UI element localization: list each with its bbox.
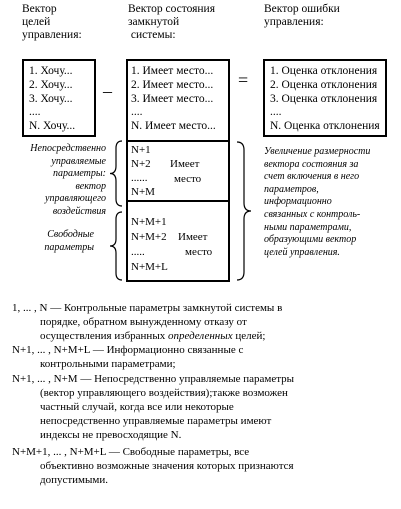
goals-item: 1. Хочу... bbox=[29, 65, 73, 77]
legend-emphasis: определенных bbox=[167, 330, 233, 342]
error-item: 2. Оценка отклонения bbox=[270, 78, 378, 91]
goals-item: N. Хочу... bbox=[29, 120, 76, 133]
legend-line: (вектор управляющего воздействия);также возможен bbox=[40, 387, 288, 399]
section-index: N+M+2 bbox=[131, 231, 167, 243]
legend-text: целей; bbox=[232, 330, 266, 342]
section-index: N+M+1 bbox=[131, 216, 167, 228]
legend-line: порядке, обратном вынужденному отказу от bbox=[40, 316, 247, 328]
state-vector-column bbox=[126, 59, 230, 282]
right-brace-extension bbox=[235, 141, 253, 281]
error-vector-box bbox=[263, 59, 387, 137]
section-index: N+M bbox=[131, 186, 155, 198]
goals-item: 3. Хочу... bbox=[29, 92, 73, 105]
legend-line: контрольными параметрами; bbox=[40, 358, 176, 370]
legend-line: N+1, ... , N+M+L — Информационно связанные с bbox=[12, 344, 244, 356]
legend-line: частный случай, когда все или некоторые bbox=[40, 401, 234, 413]
section-index: ..... bbox=[131, 246, 145, 258]
state-item: .... bbox=[131, 106, 143, 119]
error-item: N. Оценка отклонения bbox=[270, 120, 380, 133]
state-item: 3. Имеет место... bbox=[131, 92, 214, 105]
state-item: 2. Имеет место... bbox=[131, 78, 214, 91]
goals-item: 2. Хочу... bbox=[29, 78, 73, 91]
error-item: 1. Оценка отклонения bbox=[270, 65, 378, 77]
state-item: 1. Имеет место... bbox=[131, 65, 214, 77]
section-value: Имеет bbox=[178, 231, 208, 243]
error-item: .... bbox=[270, 106, 282, 119]
section-value: Имеет bbox=[170, 158, 200, 170]
section-value: место bbox=[174, 173, 202, 185]
error-item: 3. Оценка отклонения bbox=[270, 92, 378, 105]
left-brace-free bbox=[108, 211, 124, 281]
goals-vector-header: Вектор целей управления: bbox=[22, 3, 82, 41]
state-vector-header: Вектор состояния замкнутой системы: bbox=[128, 3, 215, 41]
extension-description: Увеличение размерности вектора состояния за счет включения в него параметров, информационно связанных с контроль- ными параметрами, образующими вектор целей управления. bbox=[264, 146, 371, 258]
legend-line: N+1, ... , N+M — Непосредственно управляемые параметры bbox=[12, 373, 295, 385]
left-brace-direct bbox=[108, 140, 124, 207]
legend-text: осуществления избранных bbox=[40, 330, 168, 342]
error-vector-header: Вектор ошибки управления: bbox=[264, 3, 340, 28]
state-section-free bbox=[128, 202, 228, 280]
goals-vector-box bbox=[22, 59, 96, 137]
legend-line: N+M+1, ... , N+M+L — Свободные параметры, все bbox=[12, 446, 250, 458]
section-index: ...... bbox=[131, 172, 148, 184]
state-section-direct bbox=[128, 142, 228, 202]
minus-operator: – bbox=[103, 81, 112, 101]
state-item: N. Имеет место... bbox=[131, 120, 216, 133]
section-index: N+M+L bbox=[131, 261, 168, 273]
goals-item: .... bbox=[29, 106, 41, 119]
free-params-label: Свободные параметры bbox=[44, 229, 94, 253]
legend-line: допустимыми. bbox=[40, 474, 109, 486]
legend-line: непосредственно управляемые параметры имеют bbox=[40, 415, 272, 427]
legend-line: индексы не превосходящие N. bbox=[40, 429, 182, 441]
section-index: N+2 bbox=[131, 158, 151, 170]
section-index: N+1 bbox=[131, 144, 151, 156]
section-value: место bbox=[185, 246, 213, 258]
direct-params-label: Непосредственно управляемые параметры: вектор управляющего воздействия bbox=[30, 143, 106, 217]
state-section-controlled bbox=[128, 61, 228, 142]
legend-line: 1, ... , N — Контрольные параметры замкнутой системы в bbox=[12, 302, 283, 314]
legend-line: объективно возможные значения которых признаются bbox=[40, 460, 294, 472]
equals-operator: = bbox=[238, 70, 249, 90]
legend-line bbox=[40, 330, 265, 343]
